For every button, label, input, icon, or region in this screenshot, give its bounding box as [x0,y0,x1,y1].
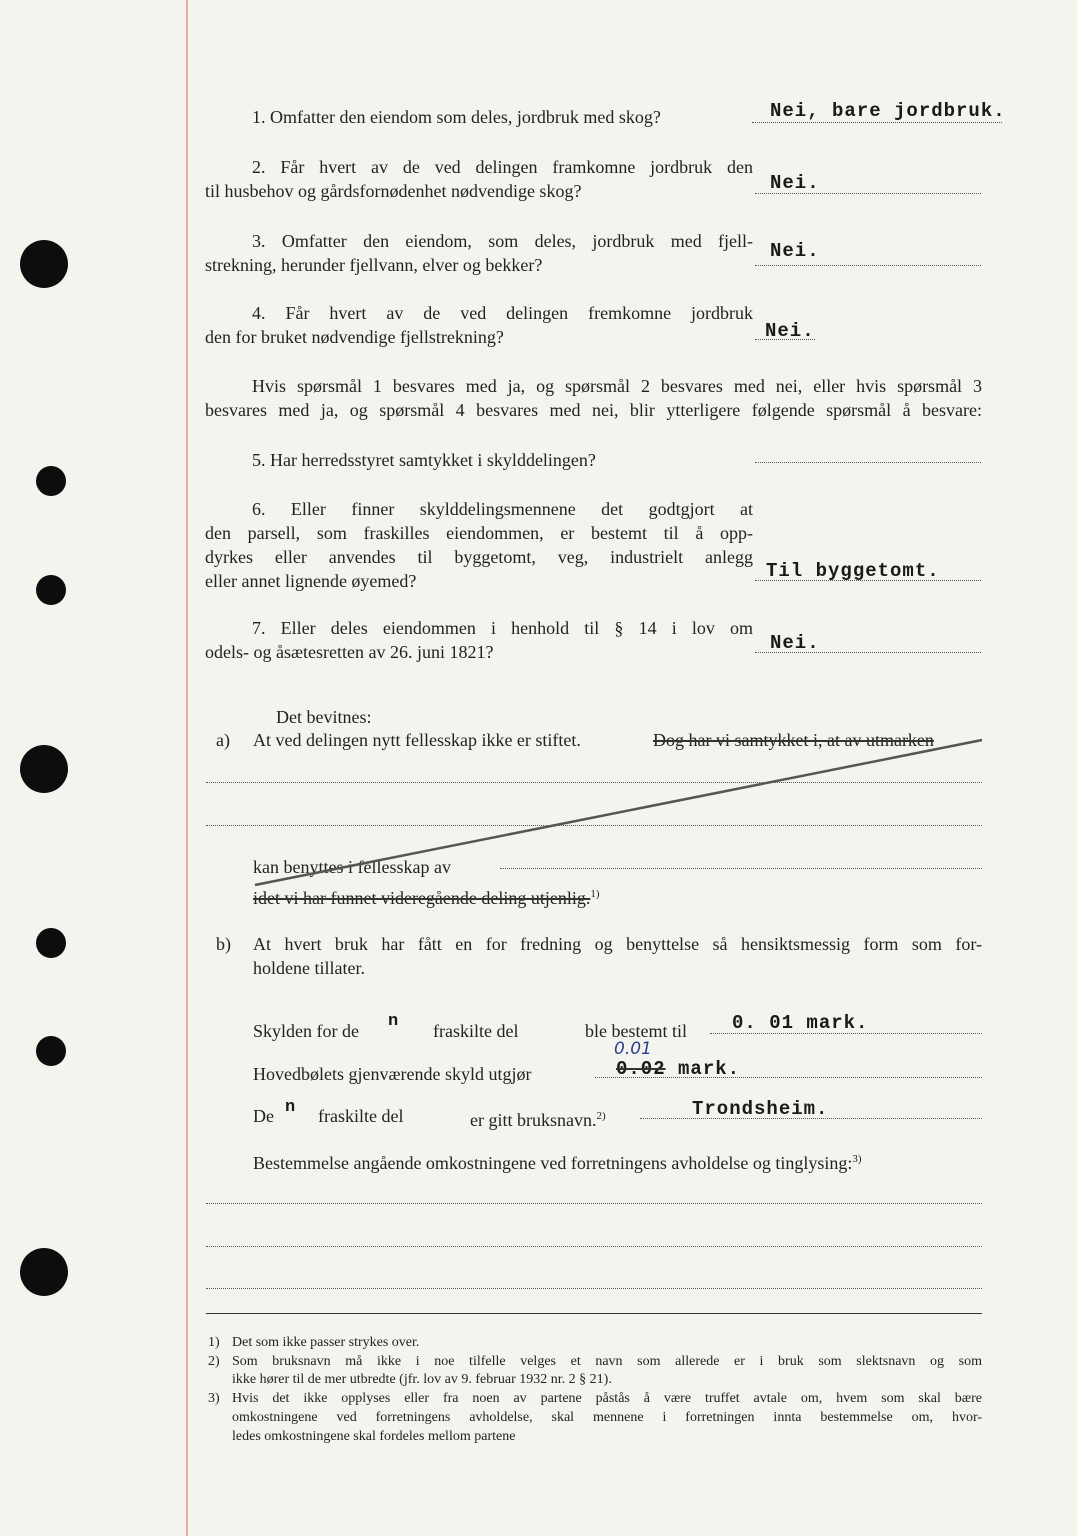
skyld-line-3-bruksnavn [470,1104,606,1132]
question-2-line-2: til husbehov og gårdsfornødenhet nødvendige skog? [205,181,582,201]
footnote-1: Det som ikke passer strykes over. [232,1335,420,1350]
skyld-line-1-del: fraskilte del [433,1021,519,1041]
attest-b-line-2: holdene tillater. [253,958,365,978]
question-3-line-2: strekning, herunder fjellvann, elver og bekker? [205,255,543,275]
question-5: 5. Har herredsstyret samtykket i skylddelingen? [252,450,596,470]
footnote-3-line-3: ledes omkostningene skal fordeles mellom partene [232,1429,516,1444]
attest-a-struck: Dog har vi samtykket i, at av utmarken [653,730,934,750]
skyld-line-1-label: Skylden for de [253,1021,359,1041]
omkostning-line-1 [206,1203,982,1204]
skyld-line-3-label: De [253,1106,274,1126]
skyld-value-2 [616,1058,740,1080]
footnote-3-line-2: omkostningene ved forretningens avholdelse, skal mennene i forretningen innta bestemmelse om, hvor- [232,1410,982,1425]
skyld-line-1-n: n [388,1012,400,1031]
skyld-value-3: Trondsheim. [692,1098,829,1120]
question-6-line-3: dyrkes eller anvendes til byggetomt, veg, industrielt anlegg [205,547,753,567]
attest-heading: Det bevitnes: [276,707,372,727]
question-7-line-1: 7. Eller deles eiendommen i henhold til § 14 i lov om [252,618,753,638]
answer-2: Nei. [770,172,820,194]
answer-7: Nei. [770,632,820,654]
footnote-2-line-2: ikke hører til de mer utbredte (jfr. lov av 9. februar 1932 nr. 2 § 21). [232,1372,612,1387]
skyld-correction: 0.01 [614,1039,652,1059]
skyld-line-3-del: fraskilte del [318,1106,404,1126]
question-6-line-4: eller annet lignende øyemed? [205,571,417,591]
attest-a-line-5-text: idet vi har funnet videregående deling utjenlig. [253,888,591,908]
footnote-2-line-1: Som bruksnavn må ikke i noe tilfelle velges et navn som allerede er i bruk som slektsnavn og som [232,1354,982,1369]
omkostning-line-2 [206,1246,982,1247]
answer-3: Nei. [770,240,820,262]
question-6-line-1: 6. Eller finner skylddelingsmennene det godtgjort at [252,499,753,519]
footnote-ref-2: 2) [596,1110,606,1122]
question-1: 1. Omfatter den eiendom som deles, jordbruk med skog? [252,107,661,127]
skyld-line-3-bruksnavn-text: er gitt bruksnavn. [470,1110,597,1130]
answer-1: Nei, bare jordbruk. [770,100,1006,122]
footnote-2-mark: 2) [208,1354,220,1369]
skyld-line-2-label: Hovedbølets gjenværende skyld utgjør [253,1064,532,1084]
question-4-line-1: 4. Får hvert av de ved delingen fremkomne jordbruk [252,303,753,323]
intro-line-2: besvares med ja, og spørsmål 4 besvares med nei, blir ytterligere følgende spørsmål å besvare: [205,400,982,420]
skyld-line-4 [253,1147,862,1175]
answer-4: Nei. [765,320,815,342]
skyld-value-2-unit: mark. [678,1058,741,1080]
skyld-value-1: 0. 01 mark. [732,1012,869,1034]
attest-a-text: At ved delingen nytt fellesskap ikke er stiftet. [253,730,581,750]
question-7-line-2: odels- og åsætesretten av 26. juni 1821? [205,642,494,662]
footnote-ref-1: 1) [590,888,600,900]
skyld-value-2-struck: 0.02 [616,1058,666,1080]
attest-a-line-4: kan benyttes i fellesskap av [253,857,451,877]
skyld-line-1-bestemt: ble bestemt til [585,1021,687,1041]
cancel-diagonal [255,740,982,885]
attest-b-line-1: At hvert bruk har fått en for fredning og benyttelse så hensiktsmessig form som for- [253,934,982,954]
attest-b-label: b) [216,934,231,954]
question-3-line-1: 3. Omfatter den eiendom, som deles, jordbruk med fjell- [252,231,753,251]
footnote-separator [206,1313,982,1314]
attest-a-label: a) [216,730,230,750]
question-4-line-2: den for bruket nødvendige fjellstrekning? [205,327,504,347]
answer-6: Til byggetomt. [766,560,940,582]
skyld-line-4-text: Bestemmelse angående omkostningene ved forretningens avholdelse og tinglysing: [253,1153,853,1173]
skyld-line-3-n: n [285,1098,297,1117]
question-6-line-2: den parsell, som fraskilles eiendommen, er bestemt til å opp- [205,523,753,543]
omkostning-line-3 [206,1288,982,1289]
footnote-ref-3: 3) [852,1153,862,1165]
footnote-3-mark: 3) [208,1391,220,1406]
intro-line-1: Hvis spørsmål 1 besvares med ja, og spørsmål 2 besvares med nei, eller hvis spørsmål 3 [252,376,982,396]
question-2-line-1: 2. Får hvert av de ved delingen framkomne jordbruk den [252,157,753,177]
footnote-3-line-1: Hvis det ikke opplyses eller fra noen av partene påstås å være truffet avtale om, hvem som skal bære [232,1391,982,1406]
footnote-1-mark: 1) [208,1335,220,1350]
